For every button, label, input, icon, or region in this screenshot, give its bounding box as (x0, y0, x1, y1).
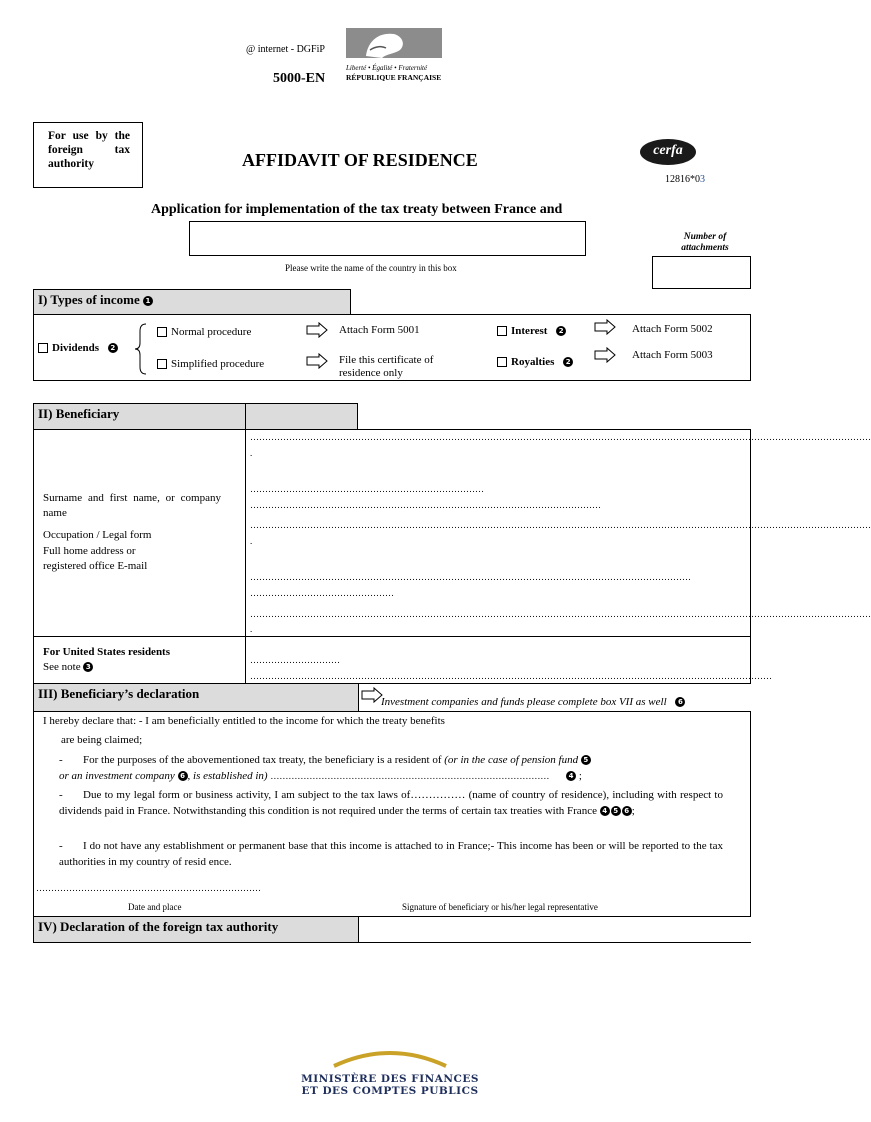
simplified-procedure-option[interactable]: Simplified procedure (157, 358, 264, 370)
declare-line2: are being claimed; (61, 734, 143, 746)
see-note-label: See note 3 (43, 661, 93, 673)
us-field-line-2[interactable]: ………………………………………………………………………………………………………………………………………………………… (250, 671, 772, 681)
section1-title: I) Types of income 1 (33, 289, 351, 315)
declaration-para3: - I do not have any establishment or permanent base that this income is attached to in France;- This income has been or will be reported to the tax authorities in my country of resid ence. (59, 840, 723, 868)
section2-divider (245, 429, 246, 684)
occupation-label: Occupation / Legal form (43, 529, 152, 541)
date-place-field-line[interactable]: ………………………………………………………………… (36, 883, 261, 893)
page-title: AFFIDAVIT OF RESIDENCE (242, 150, 478, 170)
declare-line1: I hereby declare that: - I am beneficially entitled to the income for which the treaty benefits (43, 715, 445, 727)
office-field-line-2[interactable]: ………………………………………… (250, 588, 394, 598)
ministry-logo (300, 1046, 480, 1106)
surname-field-line[interactable]: ……………………………………………………………………………………………………………………………………………………………………………………… (250, 432, 871, 442)
normal-procedure-option[interactable]: Normal procedure (157, 326, 251, 338)
surname-label: Surname and first name, or company name (43, 492, 221, 519)
country-input-box[interactable] (189, 221, 586, 256)
republic-motto: Liberté • Égalité • Fraternité (346, 64, 428, 72)
address-field-line[interactable]: ……………………………………………………………………………………………………………………………………………………………………………………… (250, 520, 871, 530)
simplified-procedure-checkbox[interactable] (157, 359, 167, 369)
marianne-icon (346, 28, 442, 58)
internet-label: @ internet - DGFiP (246, 44, 325, 55)
email-field-line[interactable]: ……………………………………………………………………………………………………………………………………………………………………………………… (250, 609, 871, 619)
section2-title: II) Beneficiary (33, 403, 246, 430)
arrow-right-icon (306, 322, 328, 338)
dividends-checkbox[interactable] (38, 343, 48, 353)
marianne-logo (346, 28, 442, 84)
normal-procedure-checkbox[interactable] (157, 327, 167, 337)
section4-title: IV) Declaration of the foreign tax authority (33, 916, 359, 943)
foreign-authority-text: For use by the foreign tax authority (48, 130, 130, 170)
royalties-option[interactable]: Royalties 2 (497, 356, 573, 368)
attachments-label: Number of attachments (681, 232, 729, 253)
brace-icon (134, 323, 148, 375)
interest-checkbox[interactable] (497, 326, 507, 336)
signature-label: Signature of beneficiary or his/her legal representative (402, 902, 598, 912)
cerfa-logo (640, 138, 696, 166)
application-heading: Application for implementation of the tax treaty between France and (151, 202, 563, 217)
section2-title-extension (245, 403, 358, 430)
date-place-label: Date and place (128, 902, 182, 912)
file-certificate-text: File this certificate of residence only (339, 354, 434, 379)
attach-5003-text: Attach Form 5003 (632, 349, 713, 361)
section3-title: III) Beneficiary’s declaration (33, 683, 359, 712)
ministry-line1: MINISTÈRE DES FINANCES (301, 1073, 479, 1085)
arrow-right-icon (594, 319, 616, 335)
ministry-line2: ET DES COMPTES PUBLICS (301, 1085, 479, 1097)
form-code: 5000-EN (273, 71, 326, 86)
office-email-label: registered office E-mail (43, 560, 148, 572)
interest-option[interactable]: Interest 2 (497, 325, 566, 337)
address-label: Full home address or (43, 545, 136, 557)
foreign-authority-box (33, 122, 143, 188)
section2-hdivider (33, 636, 751, 637)
ministry-arc-icon (300, 1046, 480, 1068)
cerfa-text: cerfa (653, 143, 683, 158)
arrow-right-icon (361, 687, 383, 703)
royalties-checkbox[interactable] (497, 357, 507, 367)
republic-name: RÉPUBLIQUE FRANÇAISE (346, 73, 442, 82)
declaration-para1: - For the purposes of the abovementioned tax treaty, the beneficiary is a resident of (or in the case of pension fund 5 or an investment company 6 , is established in) ………………………………………………………………………………… 4 ; (59, 752, 723, 784)
dividends-option[interactable]: Dividends 2 (38, 342, 118, 354)
attach-5002-text: Attach Form 5002 (632, 323, 713, 335)
investment-note: Investment companies and funds please complete box VII as well 6 (381, 696, 685, 708)
legal-form-field-line[interactable]: ……………………………………………………………………………………………………… (250, 500, 601, 510)
country-hint: Please write the name of the country in this box (285, 263, 457, 273)
us-residents-label: For United States residents (43, 646, 171, 658)
us-field-line-1[interactable]: ………………………… (250, 655, 340, 665)
attach-5001-text: Attach Form 5001 (339, 324, 420, 336)
office-field-line[interactable]: ………………………………………………………………………………………………………………………………… (250, 572, 691, 582)
attachments-input-box[interactable] (652, 256, 751, 289)
arrow-right-icon (594, 347, 616, 363)
arrow-right-icon (306, 353, 328, 369)
declaration-para2: - Due to my legal form or business activity, I am subject to the tax laws of…………… (name of country of residence), including with respect to dividends paid in France. Notwithstanding this condition is not required under the terms of certain tax treaties with France 4 5 6 ; (59, 789, 723, 817)
cerfa-number: 12816*03 (665, 174, 705, 185)
occupation-field-line[interactable]: …………………………………………………………………… (250, 484, 484, 494)
